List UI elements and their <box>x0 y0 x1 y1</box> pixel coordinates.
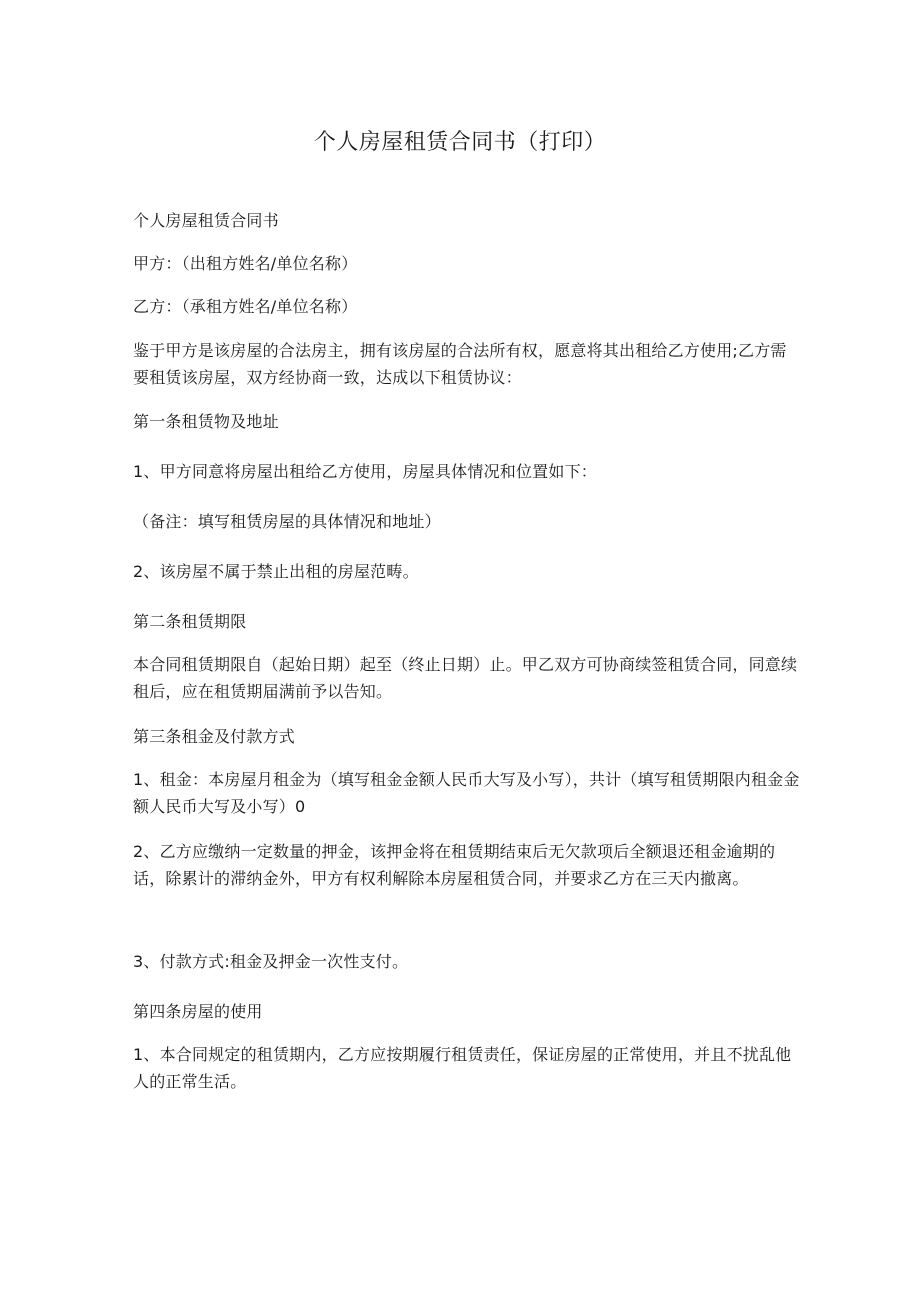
article-4-clause-1: 1、本合同规定的租赁期内，乙方应按期履行租赁责任，保证房屋的正常使用，并且不扰乱他人的正常生活。 <box>133 1045 792 1091</box>
article-1-note: （备注：填写租赁房屋的具体情况和地址） <box>133 512 441 531</box>
article-1-clause-1: 1、甲方同意将房屋出租给乙方使用，房屋具体情况和位置如下： <box>133 462 597 481</box>
article-1-heading: 第一条租赁物及地址 <box>133 412 279 431</box>
article-2-body: 本合同租赁期限自（起始日期）起至（终止日期）止。甲乙双方可协商续签租赁合同，同意续租后，应在租赁期届满前予以告知。 <box>133 655 798 701</box>
article-3-heading: 第三条租金及付款方式 <box>133 727 296 746</box>
preamble-paragraph: 鉴于甲方是该房屋的合法房主，拥有该房屋的合法所有权，愿意将其出租给乙方使用;乙方需要租赁该房屋，双方经协商一致，达成以下租赁协议： <box>133 341 787 387</box>
article-3-clause-1: 1、租金：本房屋月租金为（填写租金金额人民币大写及小写），共计（填写租赁期限内租金金额人民币大写及小写）0 <box>133 770 800 816</box>
article-1-clause-2: 2、该房屋不属于禁止出租的房屋范畴。 <box>133 562 419 581</box>
document-title: 个人房屋租赁合同书（打印） <box>313 130 607 155</box>
article-4-heading: 第四条房屋的使用 <box>133 1002 263 1021</box>
party-a-line: 甲方：（出租方姓名/单位名称） <box>133 254 358 273</box>
article-2-heading: 第二条租赁期限 <box>133 612 247 631</box>
contract-heading: 个人房屋租赁合同书 <box>133 211 279 230</box>
party-b-line: 乙方：（承租方姓名/单位名称） <box>133 297 358 316</box>
article-3-clause-2: 2、乙方应缴纳一定数量的押金，该押金将在租赁期结束后无欠款项后全额退还租金逾期的话，除累计的滞纳金外，甲方有权利解除本房屋租赁合同，并要求乙方在三天内撤离。 <box>133 842 776 888</box>
article-3-clause-3: 3、付款方式:租金及押金一次性支付。 <box>133 952 409 971</box>
